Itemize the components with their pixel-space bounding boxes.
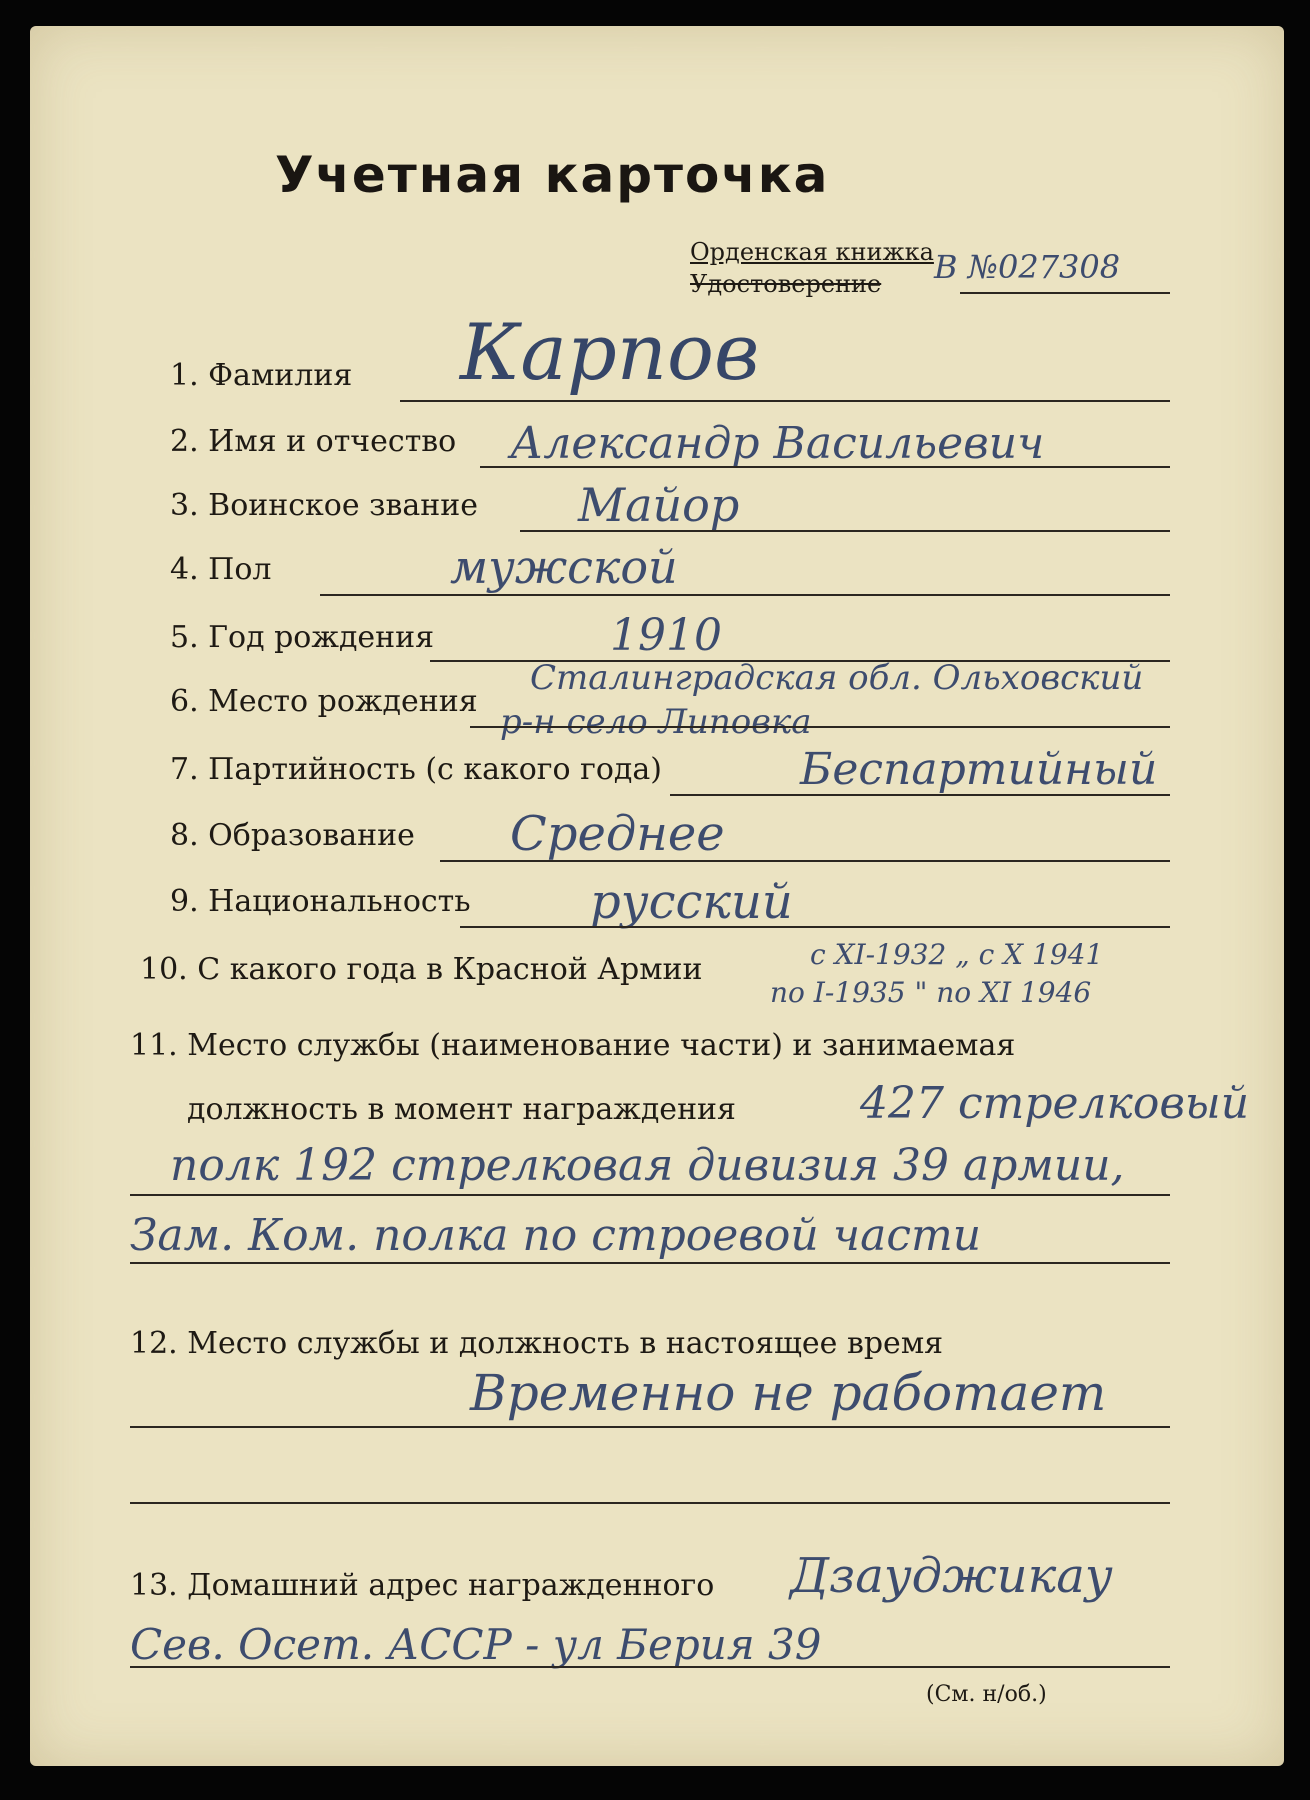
field-12-line-2 xyxy=(130,1502,1170,1504)
field-6-label: 6. Место рождения xyxy=(170,684,478,719)
field-11-value-line3: Зам. Ком. полка по строевой части xyxy=(130,1210,982,1261)
registration-card xyxy=(30,26,1284,1766)
field-8-label: 8. Образование xyxy=(170,818,415,853)
field-11-label-line2: должность в момент награждения xyxy=(187,1092,736,1127)
document-label-certificate: Удостоверение xyxy=(690,270,882,298)
field-6-value-line1: Сталинградская обл. Ольховский xyxy=(530,658,1144,698)
document-label-order-book: Орденская книжка xyxy=(690,238,934,266)
field-4-label: 4. Пол xyxy=(170,552,272,587)
document-number: В №027308 xyxy=(934,248,1121,286)
field-11-line-1 xyxy=(130,1194,1170,1196)
field-13-line xyxy=(130,1666,1170,1668)
card-title: Учетная карточка xyxy=(275,146,830,204)
field-7-value: Беспартийный xyxy=(800,744,1158,795)
field-3-label: 3. Воинское звание xyxy=(170,488,479,523)
field-3-line xyxy=(520,530,1170,532)
document-number-line xyxy=(960,292,1170,294)
field-5-value: 1910 xyxy=(610,610,722,661)
field-5-label: 5. Год рождения xyxy=(170,620,435,655)
field-8-value: Среднее xyxy=(510,806,725,862)
field-9-line xyxy=(460,926,1170,928)
field-1-value: Карпов xyxy=(460,308,760,398)
field-10-value-line1: с XI-1932 „ с X 1941 xyxy=(810,938,1104,971)
field-6-value-line2: р-н село Липовка xyxy=(500,702,812,742)
field-10-label: 10. С какого года в Красной Армии xyxy=(140,952,703,987)
field-10-value-line2: по I-1935 " по XI 1946 xyxy=(770,976,1092,1009)
field-3-value: Майор xyxy=(578,478,740,532)
field-2-value: Александр Васильевич xyxy=(510,418,1045,469)
field-1-line xyxy=(400,400,1170,402)
field-11-value-line2: полк 192 стрелковая дивизия 39 армии, xyxy=(170,1140,1125,1191)
field-11-label-line1: 11. Место службы (наименование части) и занимаемая xyxy=(130,1028,1016,1063)
field-12-label: 12. Место службы и должность в настоящее время xyxy=(130,1326,944,1361)
field-11-value-line1: 427 стрелковый xyxy=(860,1078,1250,1129)
field-12-line-1 xyxy=(130,1426,1170,1428)
field-8-line xyxy=(440,860,1170,862)
field-7-label: 7. Партийность (с какого года) xyxy=(170,752,662,787)
field-9-label: 9. Национальность xyxy=(170,884,471,919)
field-13-label: 13. Домашний адрес награжденного xyxy=(130,1568,715,1603)
field-2-line xyxy=(480,466,1170,468)
field-1-label: 1. Фамилия xyxy=(170,358,353,393)
field-4-value: мужской xyxy=(450,540,678,594)
field-6-line xyxy=(470,726,1170,728)
field-13-value-line2: Сев. Осет. АССР - ул Берия 39 xyxy=(130,1620,822,1669)
field-2-label: 2. Имя и отчество xyxy=(170,424,457,459)
field-13-value-line1: Дзауджикау xyxy=(790,1548,1113,1604)
field-11-line-2 xyxy=(130,1262,1170,1264)
field-7-line xyxy=(670,794,1170,796)
footer-note: (См. н/об.) xyxy=(926,1682,1047,1707)
field-9-value: русский xyxy=(590,874,793,930)
field-4-line xyxy=(320,594,1170,596)
field-12-value: Временно не работает xyxy=(470,1364,1107,1422)
